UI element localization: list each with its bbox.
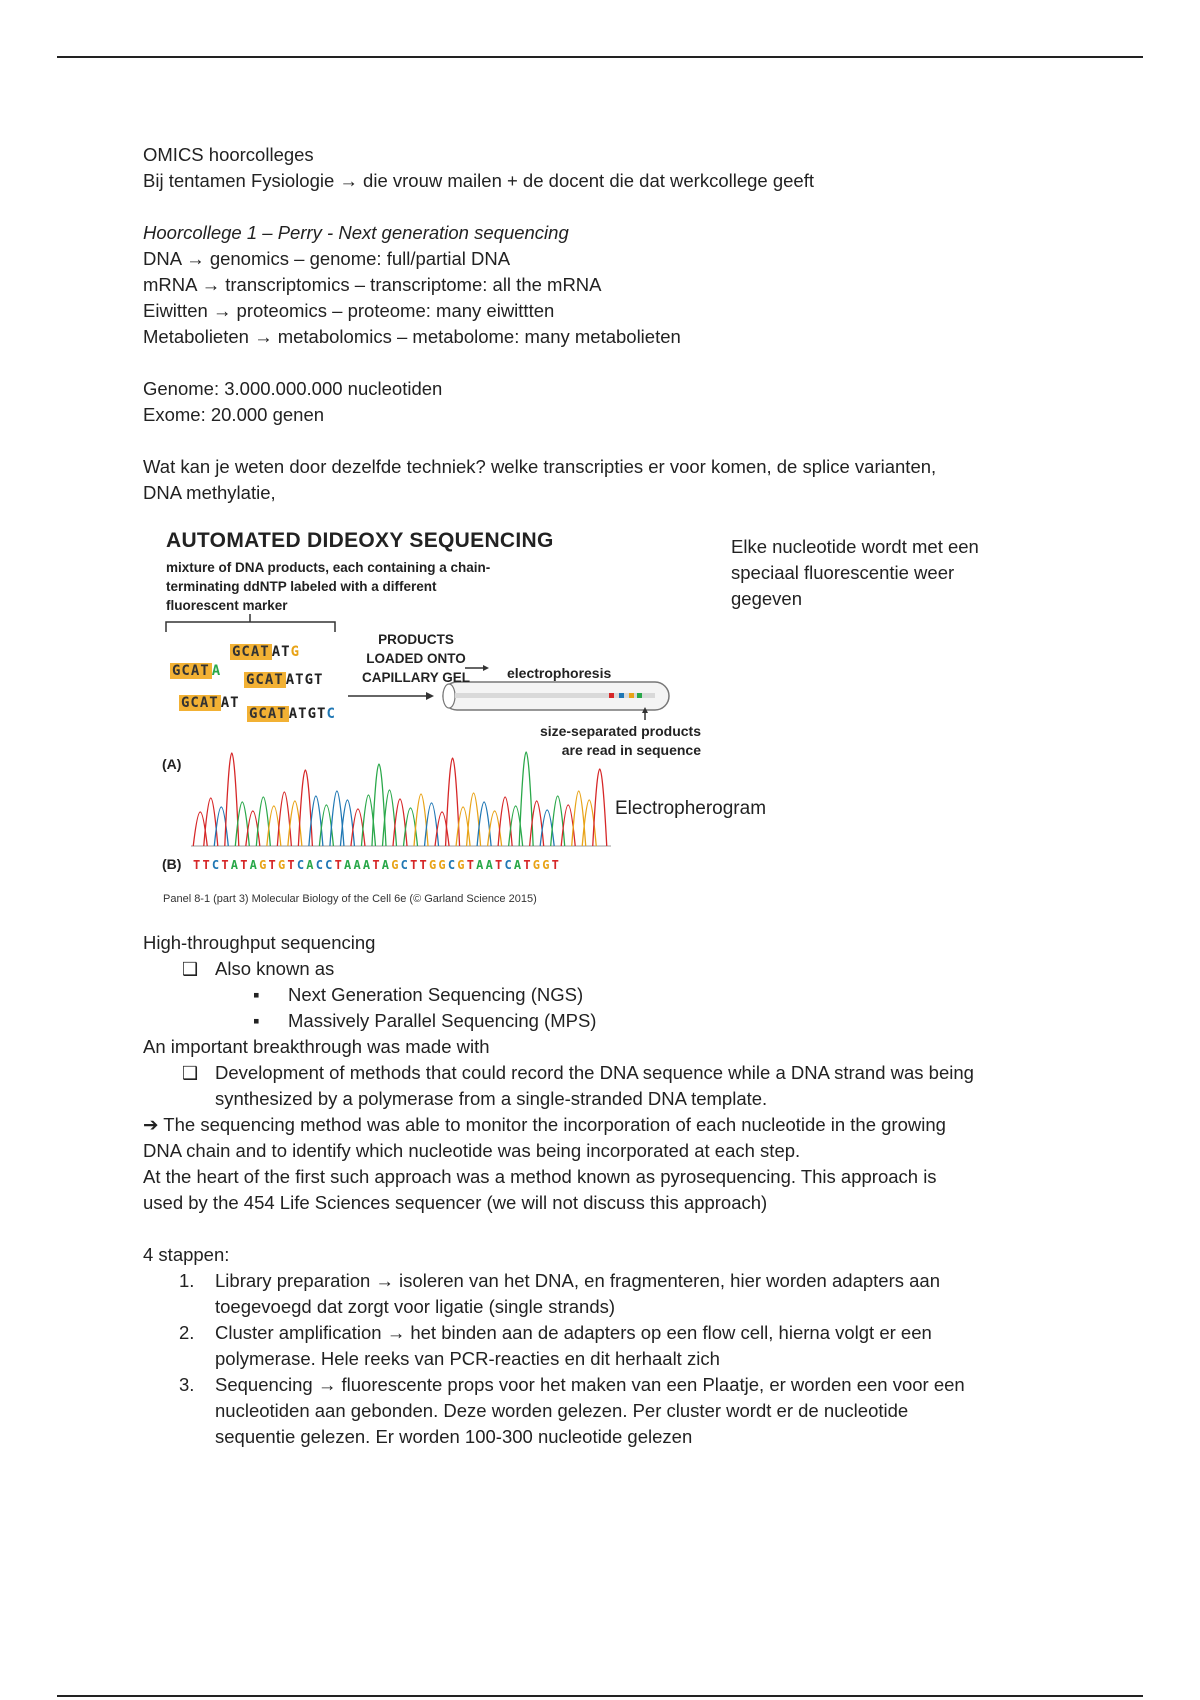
electropherogram-peaks (193, 752, 606, 846)
sequence-base: T (372, 858, 382, 872)
panel-a-label: (A) (162, 756, 182, 772)
products-label: PRODUCTS LOADED ONTO CAPILLARY GEL (361, 632, 470, 685)
figure-description: mixture of DNA products, each containing a chain- terminating ddNTP labeled with a different fluorescent marker (166, 560, 491, 613)
sequence-base: C (315, 858, 326, 872)
intro-note: Bij tentamen Fysiologie → die vrouw mailen + de docent die dat werkcollege geeft (143, 170, 814, 191)
sequence-readout (193, 852, 561, 878)
sequence-base: G (532, 858, 543, 872)
sequence-base: T (221, 858, 231, 872)
heart-line: At the heart of the first such approach was a method known as pyrosequencing. This approach is (143, 1166, 937, 1187)
square-bullet-icon: ▪ (253, 1010, 260, 1031)
band-a (637, 693, 642, 698)
document-body (143, 142, 1083, 1450)
question-line: DNA methylatie, (143, 482, 276, 503)
sequence-base: T (268, 858, 278, 872)
checkbox-bullet-icon: ❑ (182, 1063, 199, 1083)
sequence-base: A (381, 858, 392, 872)
size-separated-label: size-separated products are read in sequence (539, 723, 701, 758)
doc-title: OMICS hoorcolleges (143, 144, 314, 165)
sequence-base: G (391, 858, 401, 872)
genome-line: Genome: 3.000.000.000 nucleotiden (143, 378, 443, 399)
sequence-base: A (353, 858, 363, 872)
sequence-base: T (410, 858, 420, 872)
sequence-base: T (202, 858, 212, 872)
sequence-base: C (211, 858, 222, 872)
band-t (609, 693, 614, 698)
sequencing-figure (143, 518, 1083, 930)
sequence-base: C (325, 858, 335, 872)
sequence-base: A (513, 858, 524, 872)
sequence-base: G (457, 858, 467, 872)
list-item: ❑ Also known as (143, 956, 1083, 982)
omics-line: Metabolieten → metabolomics – metabolome: many metabolieten (143, 326, 681, 347)
sequence-base: T (334, 858, 344, 872)
side-note: Elke nucleotide wordt met een speciaal fluorescentie weer gegeven (731, 536, 979, 609)
omics-line: DNA → genomics – genome: full/partial DNA (143, 248, 511, 269)
sequence-base: T (240, 858, 250, 872)
sequence-base: A (344, 858, 354, 872)
sequence-base: T (523, 858, 533, 872)
monitor-line: ➔ The sequencing method was able to monitor the incorporation of each nucleotide in the growing (143, 1114, 946, 1135)
sequence-base: T (495, 858, 505, 872)
monitor-line: DNA chain and to identify which nucleotide was being incorporated at each step. (143, 1140, 801, 1161)
sequence-base: T (551, 858, 562, 872)
sequence-base: A (485, 858, 495, 872)
lecture-title: Hoorcollege 1 – Perry - Next generation sequencing (143, 222, 569, 243)
omics-line: Eiwitten → proteomics – proteome: many eiwittten (143, 300, 555, 321)
step-item: 2. Cluster amplification → het binden aan de adapters op een flow cell, hierna volgt er een polymerase. Hele reeks van PCR-reacties en dit herhaalt zich (179, 1322, 932, 1369)
fragment: GCAT ATG (232, 644, 301, 660)
sequence-base: C (504, 858, 514, 872)
list-item: ❑ Development of methods that could record the DNA sequence while a DNA strand was being (143, 1060, 1083, 1086)
panel-b-label: (B) (162, 856, 182, 872)
sequence-base: C (296, 858, 307, 872)
fragment: GCAT ATGT (246, 672, 324, 688)
sequence-base: A (249, 858, 260, 872)
checkbox-bullet-icon: ❑ (182, 959, 199, 979)
breakthrough-line: An important breakthrough was made with (143, 1036, 490, 1057)
list-item: ▪ Massively Parallel Sequencing (MPS) (143, 1008, 1083, 1034)
header-rule (57, 56, 1143, 58)
list-item: ▪ Next Generation Sequencing (NGS) (143, 982, 1083, 1008)
steps-title: 4 stappen: (143, 1244, 230, 1265)
sequence-base: A (230, 858, 241, 872)
electropherogram-label: Electropherogram (615, 798, 767, 819)
sequence-base: T (287, 858, 297, 872)
band-g (629, 693, 634, 698)
electrophoresis-label: electrophoresis (507, 665, 612, 681)
sequence-base: A (362, 858, 373, 872)
sequence-base: G (542, 858, 552, 872)
heart-line: used by the 454 Life Sciences sequencer (we will not discuss this approach) (143, 1192, 768, 1213)
sequence-base: G (277, 858, 288, 872)
footer-rule (57, 1695, 1143, 1697)
question-line: Wat kan je weten door dezelfde techniek? welke transcripties er voor komen, de splice varianten, (143, 456, 937, 477)
sequence-base: G (428, 858, 439, 872)
sequence-base: C (400, 858, 411, 872)
band-c (619, 693, 624, 698)
fragment: GCAT A (172, 663, 222, 679)
sequence-base: T (419, 858, 429, 872)
fragment: GCAT AT (181, 695, 240, 711)
hts-title: High-throughput sequencing (143, 932, 376, 953)
figure-title: AUTOMATED DIDEOXY SEQUENCING (166, 529, 554, 552)
omics-line: mRNA → transcriptomics – transcriptome: all the mRNA (143, 274, 602, 295)
step-item: 1. Library preparation → isoleren van het DNA, en fragmenteren, hier worden adapters aan toegevoegd dat zorgt voor ligatie (single strands) (179, 1270, 940, 1317)
sequence-base: A (476, 858, 486, 872)
exome-line: Exome: 20.000 genen (143, 404, 325, 425)
fragment: GCAT ATGTC (249, 706, 336, 722)
sequence-base: G (259, 858, 269, 872)
sequence-base: A (306, 858, 316, 872)
step-item: 3. Sequencing → fluorescente props voor het maken van een Plaatje, er worden een voor een nucleotiden aan gebonden. Deze worden gelezen. Per cluster wordt er de nucleotide sequentie gelezen. Er worden 100-300 nucleotide gelezen (179, 1374, 965, 1447)
figure-credit: Panel 8-1 (part 3) Molecular Biology of the Cell 6e (© Garland Science 2015) (163, 893, 537, 905)
sequence-base: G (438, 858, 448, 872)
sequence-base: C (447, 858, 458, 872)
sequence-base: T (193, 858, 203, 872)
sequence-base: T (466, 858, 477, 872)
list-item-continued: synthesized by a polymerase from a single-stranded DNA template. (215, 1088, 768, 1109)
square-bullet-icon: ▪ (253, 984, 260, 1005)
